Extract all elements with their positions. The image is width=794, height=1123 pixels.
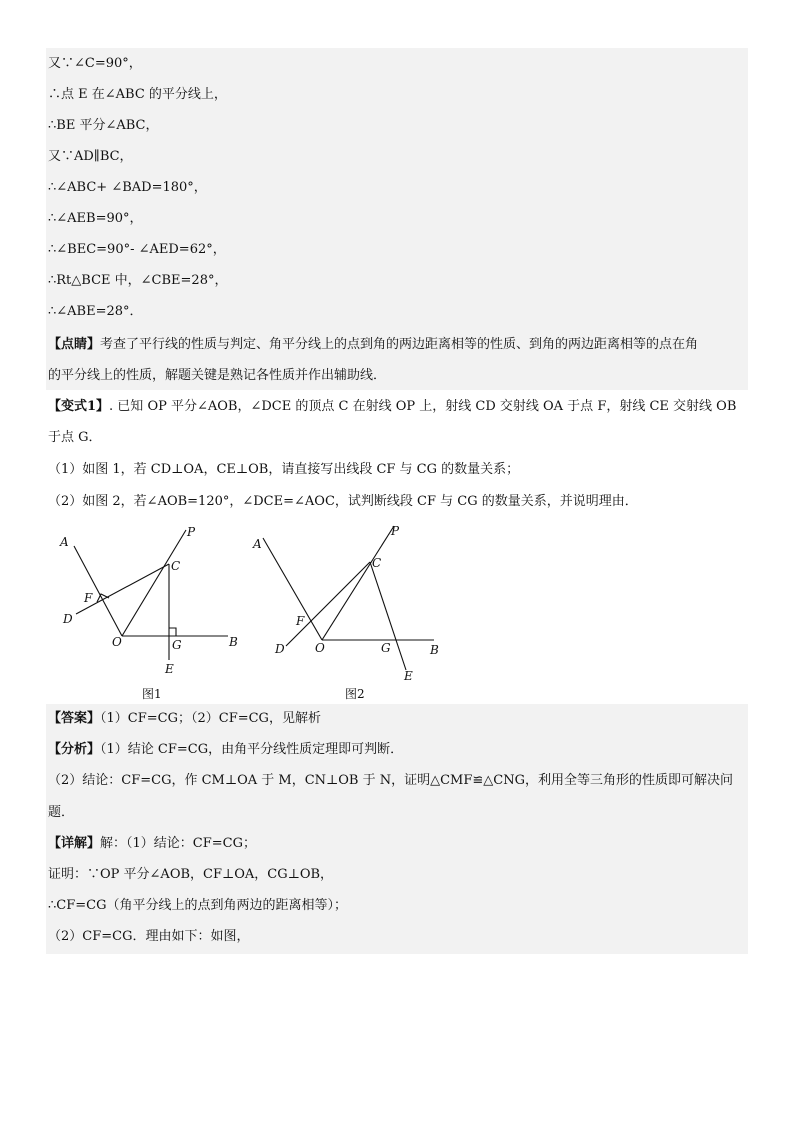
comment-tag: 【点睛】: [48, 337, 101, 352]
variant-question-2: （2）如图 2，若∠AOB=120°，∠DCE=∠AOC，试判断线段 CF 与 CG 的数量关系，并说明理由．: [48, 494, 638, 509]
fig1-label-A: A: [60, 535, 69, 549]
detail-text-1: 解：（1）结论：CF=CG；: [100, 836, 256, 851]
answer-text: （1）CF=CG；（2）CF=CG，见解析: [100, 711, 321, 726]
variant-stem-line-2: 于点 G．: [48, 430, 102, 445]
variant-tag: 【变式1】: [48, 399, 110, 414]
fig1-label-F: F: [84, 591, 93, 605]
comment-line-1: [48, 337, 698, 353]
analysis-tag: 【分析】: [48, 742, 101, 757]
fig2-line-CD: [286, 562, 370, 646]
fig2-label-P: P: [391, 524, 400, 538]
analysis-line-1: [48, 742, 403, 758]
geometry-figures: [46, 518, 466, 708]
fig1-ray-OA: [74, 546, 122, 636]
solution-line-6: ∴∠AEB=90°，: [48, 211, 143, 226]
comment-text-1: 考查了平行线的性质与判定、角平分线上的点到角的两边距离相等的性质、到角的两边距离相等的点在角: [100, 337, 699, 352]
fig1-label-D: D: [63, 612, 73, 626]
figure-2: [263, 526, 434, 670]
analysis-line-3: 题．: [48, 805, 75, 820]
figure-1-labels: [59, 525, 238, 701]
detail-tag: 【详解】: [48, 836, 101, 851]
fig1-line-CD: [76, 564, 169, 614]
fig1-label-B: B: [229, 635, 238, 649]
solution-line-7: ∴∠BEC=90°- ∠AED=62°，: [48, 242, 226, 257]
fig1-label-G: G: [172, 638, 182, 652]
fig2-label-G: G: [381, 641, 391, 655]
fig1-label-P: P: [187, 525, 196, 539]
figure-1: [74, 530, 228, 660]
fig1-label-E: E: [165, 662, 174, 676]
fig1-label-C: C: [171, 559, 181, 573]
variant-stem-text: . 已知 OP 平分∠AOB，∠DCE 的顶点 C 在射线 OP 上，射线 CD 交射线 OA 于点 F，射线 CE 交射线 OB: [109, 399, 737, 414]
fig2-caption: 图2: [345, 687, 365, 701]
comment-line-2: 的平分线上的性质，解题关键是熟记各性质并作出辅助线．: [48, 368, 387, 383]
fig1-ray-OP: [122, 530, 186, 636]
solution-line-3: ∴BE 平分∠ABC，: [48, 118, 159, 133]
fig2-label-C: C: [372, 556, 382, 570]
fig1-label-O: O: [112, 635, 122, 649]
variant-question-1: （1）如图 1，若 CD⊥OA，CE⊥OB，请直接写出线段 CF 与 CG 的数量关系；: [48, 462, 520, 477]
detail-line-3: ∴CF=CG（角平分线上的点到角两边的距离相等）；: [48, 898, 347, 913]
analysis-line-2: （2）结论：CF=CG，作 CM⊥OA 于 M，CN⊥OB 于 N，证明△CMF≌△CNG，利用全等三角形的性质即可解决问: [48, 773, 733, 788]
fig1-caption: 图1: [142, 687, 162, 701]
detail-line-4: （2）CF=CG．理由如下：如图，: [48, 929, 250, 944]
solution-line-8: ∴Rt△BCE 中，∠CBE=28°，: [48, 273, 228, 288]
solution-line-5: ∴∠ABC+ ∠BAD=180°，: [48, 180, 207, 195]
figures: [46, 518, 466, 708]
fig2-label-O: O: [315, 641, 325, 655]
detail-line-1: [48, 836, 256, 852]
fig2-label-D: D: [275, 642, 285, 656]
solution-line-2: ∴点 E 在∠ABC 的平分线上，: [48, 87, 227, 102]
fig1-right-angle-G: [169, 628, 176, 636]
answer-line: [48, 711, 321, 727]
solution-line-4: 又∵AD∥BC，: [48, 149, 133, 164]
analysis-text-1: （1）结论 CF=CG，由角平分线性质定理即可判断．: [100, 742, 404, 757]
fig2-label-E: E: [404, 669, 413, 683]
fig2-label-B: B: [430, 643, 439, 657]
solution-line-1: 又∵∠C=90°，: [48, 56, 142, 71]
variant-stem-line-1: [48, 399, 736, 415]
figure-2-labels: [252, 524, 439, 701]
fig2-ray-OA: [263, 538, 322, 640]
fig2-label-A: A: [253, 537, 262, 551]
answer-tag: 【答案】: [48, 711, 101, 726]
detail-line-2: 证明：∵OP 平分∠AOB，CF⊥OA，CG⊥OB，: [48, 867, 334, 882]
solution-line-9: ∴∠ABE=28°．: [48, 304, 143, 319]
fig2-label-F: F: [296, 614, 305, 628]
fig2-ray-OP: [322, 526, 394, 640]
